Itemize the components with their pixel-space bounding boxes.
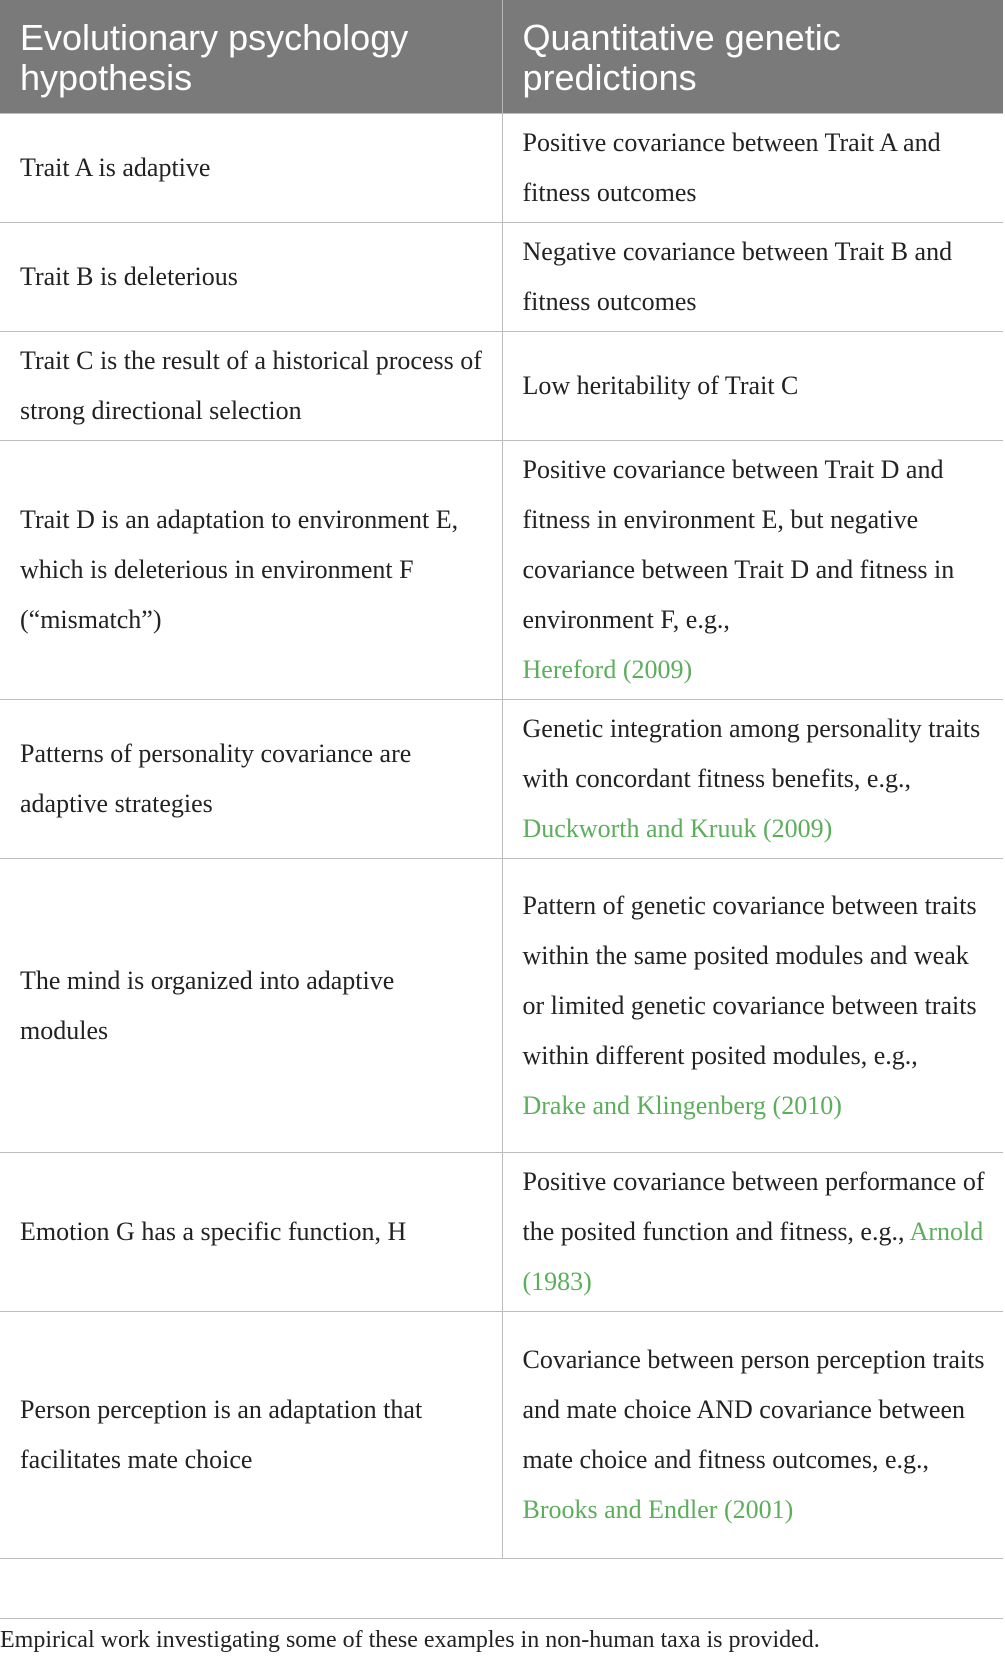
hypothesis-cell: The mind is organized into adaptive modules (0, 859, 502, 1153)
table-row (0, 859, 1003, 1153)
prediction-cell (502, 700, 1003, 859)
citation-link[interactable]: Duckworth and Kruuk (2009) (522, 814, 833, 843)
table-row (0, 700, 1003, 859)
prediction-cell (502, 223, 1003, 332)
prediction-cell (502, 114, 1003, 223)
prediction-text: Covariance between person perception traits and mate choice AND covariance between mate choice and fitness outcomes, e.g., (522, 1345, 985, 1474)
hypothesis-cell: Emotion G has a specific function, H (0, 1153, 502, 1312)
header-row (0, 0, 1003, 114)
prediction-text: Low heritability of Trait C (522, 371, 799, 400)
table-row (0, 332, 1003, 441)
citation-link[interactable]: Drake and Klingenberg (2010) (522, 1090, 842, 1120)
table-footnote: Empirical work investigating some of these examples in non-human taxa is provided. (0, 1618, 1003, 1657)
prediction-cell (502, 1312, 1003, 1559)
prediction-text: Pattern of genetic covariance between traits within the same posited modules and weak or limited genetic covariance between traits within different posited modules, e.g., (522, 890, 977, 1070)
prediction-cell (502, 332, 1003, 441)
hypothesis-cell: Trait C is the result of a historical process of strong directional selection (0, 332, 502, 441)
citation-link[interactable]: Brooks and Endler (2001) (522, 1495, 794, 1524)
table-row (0, 114, 1003, 223)
table-row (0, 1153, 1003, 1312)
table-row (0, 441, 1003, 700)
prediction-cell (502, 859, 1003, 1153)
prediction-text: Genetic integration among personality traits with concordant fitness benefits, e.g., (522, 714, 981, 793)
prediction-text: Positive covariance between Trait D and fitness in environment E, but negative covariance between Trait D and fitness in environment F, e.g., (522, 455, 955, 634)
header-hypothesis: Evolutionary psychology hypothesis (0, 0, 502, 114)
prediction-cell (502, 441, 1003, 700)
header-prediction: Quantitative genetic predictions (502, 0, 1003, 114)
hypothesis-cell: Trait B is deleterious (0, 223, 502, 332)
hypothesis-cell: Trait D is an adaptation to environment E, which is deleterious in environment F (“mismatch”) (0, 441, 502, 700)
hypothesis-cell: Patterns of personality covariance are adaptive strategies (0, 700, 502, 859)
hypothesis-cell: Trait A is adaptive (0, 114, 502, 223)
table-row (0, 223, 1003, 332)
hypothesis-cell: Person perception is an adaptation that facilitates mate choice (0, 1312, 502, 1559)
table-row (0, 1312, 1003, 1559)
citation-link[interactable]: Arnold (1983) (522, 1217, 984, 1296)
prediction-text: Negative covariance between Trait B and fitness outcomes (522, 237, 953, 316)
citation-link[interactable]: Hereford (2009) (522, 655, 693, 684)
prediction-text: Positive covariance between performance of the posited function and fitness, e.g., (522, 1167, 985, 1246)
prediction-cell (502, 1153, 1003, 1312)
prediction-text: Positive covariance between Trait A and fitness outcomes (522, 128, 941, 207)
